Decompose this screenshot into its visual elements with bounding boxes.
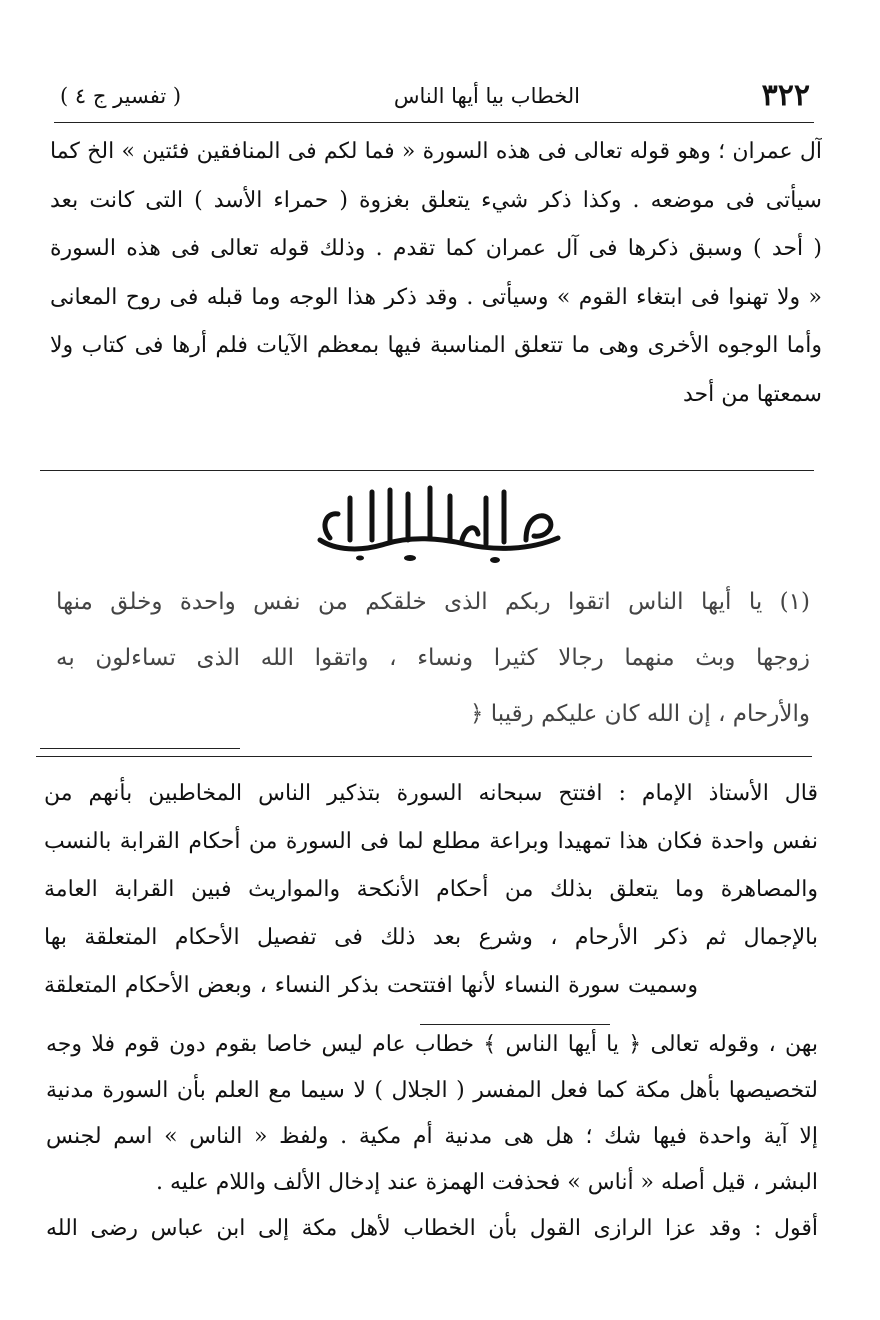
text-line: أقول : وقد عزا الرازى القول بأن الخطاب لأهل مكة إلى ابن عباس رضى الله [46,1216,818,1241]
verse-line: والأرحام ، إن الله كان عليكم رقيبا ﴿ [469,701,810,727]
text-line: ( أحد ) وسبق ذكرها فى آل عمران كما تقدم . وذلك قوله تعالى فى هذه السورة [50,236,822,261]
section-reference: ( تفسير ج ٤ ) [60,84,182,108]
text-line: والمصاهرة وما يتعلق بذلك من أحكام الأنكحة والمواريث فبين القرابة العامة [44,877,818,902]
text-line: سيأتى فى موضعه . وكذا ذكر شيء يتعلق بغزوة ( حمراء الأسد ) التى كانت بعد [50,187,822,213]
text-line: نفس واحدة فكان هذا تمهيدا وبراعة مطلع لما فى السورة من أحكام القرابة بالنسب [44,829,818,854]
text-line: قال الأستاذ الإمام : افتتح سبحانه السورة بتذكير الناس المخاطبين بأنهم من [44,781,818,806]
verse-underline [40,748,240,749]
previous-section-text [50,128,822,419]
running-title: الخطاب بيا أيها الناس [393,84,580,108]
section-divider [40,470,814,471]
quran-verse [56,574,810,742]
running-header [60,78,810,118]
verse-line: زوجها وبث منهما رجالا كثيرا ونساء ، واتقوا الله الذى تساءلون به [56,645,810,671]
header-rule [54,122,814,123]
text-line: « ولا تهنوا فى ابتغاء القوم » وسيأتى . وقد ذكر هذا الوجه وما قبله فى روح المعانى [50,284,822,310]
page-number: ٣٢٢ [761,78,810,113]
text-line: بهن ، وقوله تعالى ﴿ يا أيها الناس ﴾ خطاب عام ليس خاصا بقوم دون قوم فلا وجه [46,1032,818,1057]
text-line: البشر ، قيل أصله « أناس » فحذفت الهمزة عند إدخال الألف واللام عليه . [155,1170,818,1195]
text-line: آل عمران ؛ وهو قوله تعالى فى هذه السورة « فما لكم فى المنافقين فئتين » الخ كما [50,139,822,164]
text-line: وأما الوجوه الأخرى وهى ما تتعلق المناسبة فيها بمعظم الآيات فلم أرها فى كتاب ولا [50,333,822,358]
commentary-text [44,770,818,1010]
basmala-calligraphy [290,478,590,568]
text-line: وسميت سورة النساء لأنها افتتحت بذكر النساء ، وبعض الأحكام المتعلقة [44,973,698,998]
text-line: لتخصيصها بأهل مكة كما فعل المفسر ( الجلال ) لا سيما مع العلم بأن السورة مدنية [46,1078,818,1103]
commentary-divider [36,756,812,757]
text-line: إلا آية واحدة فيها شك ؛ هل هى مدنية أم مكية . ولفظ « الناس » اسم لجنس [46,1124,818,1149]
text-line: سمعتها من أحد [682,381,822,407]
commentary-text-continued [46,1022,818,1252]
text-line: بالإجمال ثم ذكر الأرحام ، وشرع بعد ذلك فى تفصيل الأحكام المتعلقة بها [44,925,818,950]
verse-line: (١) يا أيها الناس اتقوا ربكم الذى خلقكم من نفس واحدة وخلق منها [56,589,810,615]
